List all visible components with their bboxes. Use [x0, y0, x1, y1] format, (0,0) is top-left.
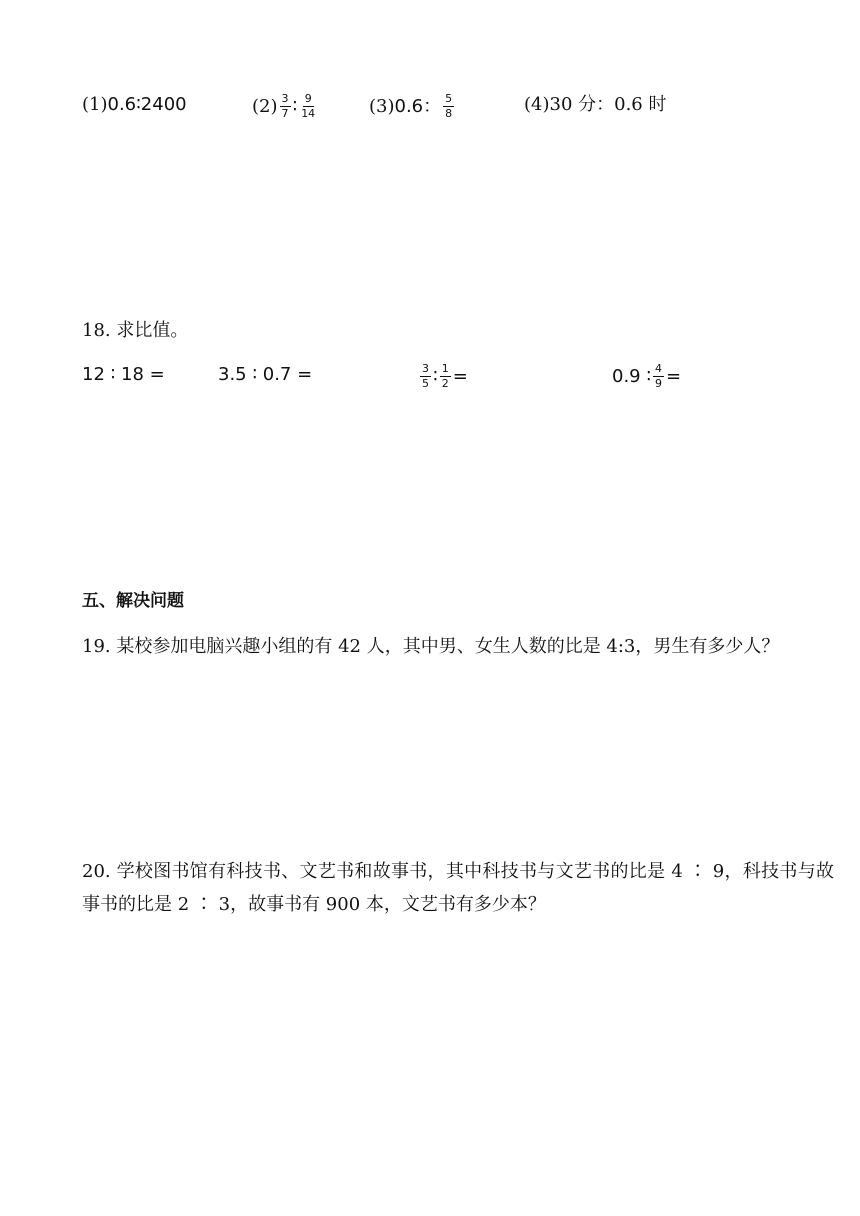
- q17-item-3-label: (3): [369, 95, 395, 117]
- q17-item-4-label: (4): [524, 94, 550, 115]
- fraction-denominator: 9: [655, 377, 663, 390]
- section-heading: 五、解决问题: [82, 591, 184, 611]
- q17-item-2-fraction-b: [299, 93, 317, 120]
- q17-item-4-expr: 30 分：0.6 时: [549, 94, 667, 115]
- q18-item-4: [612, 363, 681, 390]
- equals-sign: =: [666, 365, 682, 387]
- fraction-numerator: 3: [281, 92, 289, 105]
- q18-item-2-expr: 3.5 ∶ 0.7 =: [218, 364, 313, 385]
- q20-text: 20. 学校图书馆有科技书、文艺书和故事书，其中科技书与文艺书的比是 4 ∶ 9，科技书与故事书的比是 2 ∶ 3，故事书有 900 本，文艺书有多少本？: [82, 861, 834, 915]
- q17-item-2-fraction-a: [280, 93, 291, 120]
- fraction-denominator: 5: [422, 377, 429, 390]
- fraction-denominator: 14: [301, 107, 316, 120]
- fraction-denominator: 7: [281, 107, 289, 120]
- q18-item-3-fraction-b: [440, 363, 451, 390]
- equals-sign: =: [452, 365, 468, 387]
- q18-title: 18. 求比值。: [82, 320, 189, 341]
- q19-text: 19. 某校参加电脑兴趣小组的有 42 人，其中男、女生人数的比是 4:3，男生有多少人？: [82, 636, 780, 657]
- q17-item-4: [524, 93, 666, 117]
- q17-item-1-label: (1): [82, 94, 108, 115]
- q17-item-1: [82, 93, 187, 117]
- fraction-numerator: 9: [304, 92, 312, 105]
- fraction-denominator: 2: [441, 377, 449, 390]
- q18-item-1-expr: 12 ∶ 18 =: [82, 364, 165, 385]
- ratio-separator: ∶: [292, 95, 298, 117]
- q17-item-3-expr: 0.6：: [394, 95, 442, 117]
- q17-item-1-expr: 0.6∶2400: [107, 94, 187, 115]
- q17-item-2-label: (2): [252, 95, 278, 117]
- fraction-numerator: 3: [422, 362, 429, 375]
- q18-item-3-fraction-a: [420, 363, 431, 390]
- fraction-numerator: 5: [445, 92, 453, 105]
- q18-item-4-lead: 0.9 ∶: [612, 365, 652, 387]
- q18-item-3: [418, 363, 468, 390]
- q17-item-3: [369, 93, 456, 120]
- fraction-denominator: 8: [445, 107, 453, 120]
- fraction-numerator: 1: [441, 362, 449, 375]
- q18-item-1: [82, 363, 165, 387]
- q17-item-3-fraction: [443, 93, 454, 120]
- q17-item-2: [252, 93, 319, 120]
- fraction-numerator: 4: [655, 362, 663, 375]
- q18-item-2: [218, 363, 312, 387]
- q18-item-4-fraction: [653, 363, 664, 390]
- ratio-separator: ∶: [433, 365, 438, 387]
